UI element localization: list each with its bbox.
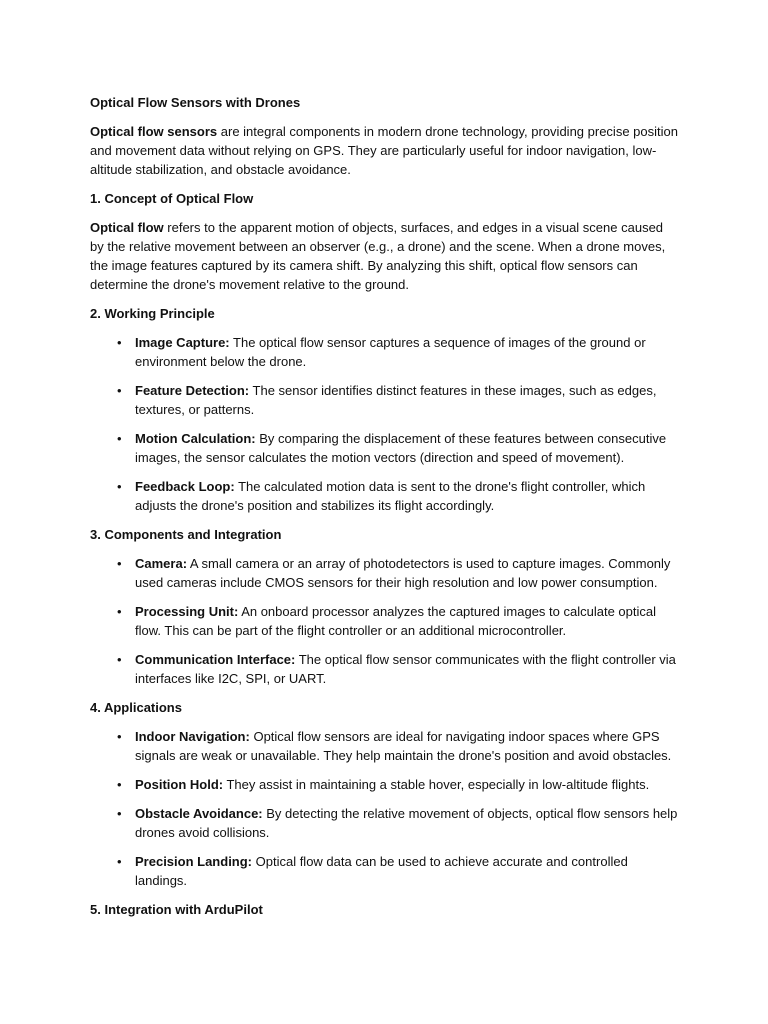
bullet-icon: •: [117, 431, 122, 446]
item-bold: Motion Calculation:: [135, 431, 256, 446]
section-paragraph: [90, 218, 678, 294]
section-heading: 4. Applications: [90, 700, 182, 715]
list-item: [90, 727, 678, 765]
item-text: The sensor identifies distinct features in these images, such as edges, textures, or patterns.: [135, 383, 657, 417]
item-bold: Communication Interface:: [135, 652, 296, 667]
bullet-icon: •: [117, 854, 122, 869]
bullet-list: [90, 333, 678, 515]
bullet-icon: •: [117, 806, 122, 821]
bullet-icon: •: [117, 729, 122, 744]
item-text: Optical flow data can be used to achieve accurate and controlled landings.: [135, 854, 628, 888]
item-bold: Precision Landing:: [135, 854, 253, 869]
list-item: [90, 650, 678, 688]
list-item: [90, 477, 678, 515]
item-text: By detecting the relative movement of objects, optical flow sensors help drones avoid collisions.: [135, 806, 678, 840]
list-item: [90, 429, 678, 467]
section-heading: 2. Working Principle: [90, 306, 215, 321]
bullet-list: [90, 554, 678, 688]
item-text: The calculated motion data is sent to the drone's flight controller, which adjusts the drone's position and stabilizes its flight accordingly.: [135, 479, 646, 513]
list-item: [90, 602, 678, 640]
list-item: [90, 381, 678, 419]
section-heading: 3. Components and Integration: [90, 527, 282, 542]
item-bold: Processing Unit:: [135, 604, 239, 619]
item-text: They assist in maintaining a stable hover, especially in low-altitude flights.: [223, 777, 650, 792]
paragraph-text: refers to the apparent motion of objects, surfaces, and edges in a visual scene caused by the relative movement between an observer (e.g., a drone) and the scene. When a drone moves, the image features captured by its camera shift. By analyzing this shift, optical flow sensors can determine the drone's movement relative to the ground.: [90, 220, 666, 292]
item-text: By comparing the displacement of these features between consecutive images, the sensor calculates the motion vectors (direction and speed of movement).: [135, 431, 667, 465]
item-bold: Indoor Navigation:: [135, 729, 250, 744]
item-text: The optical flow sensor communicates with the flight controller via interfaces like I2C, SPI, or UART.: [135, 652, 676, 686]
section-heading: 1. Concept of Optical Flow: [90, 191, 254, 206]
bullet-icon: •: [117, 479, 122, 494]
bullet-icon: •: [117, 335, 122, 350]
list-item: [90, 775, 678, 794]
item-bold: Feedback Loop:: [135, 479, 235, 494]
item-bold: Obstacle Avoidance:: [135, 806, 263, 821]
list-item: [90, 804, 678, 842]
item-bold: Position Hold:: [135, 777, 224, 792]
item-bold: Camera:: [135, 556, 188, 571]
intro-paragraph: [90, 122, 678, 179]
paragraph-bold: Optical flow: [90, 220, 164, 235]
item-bold: Image Capture:: [135, 335, 230, 350]
item-text: The optical flow sensor captures a sequence of images of the ground or environment below the drone.: [135, 335, 646, 369]
bullet-list: [90, 727, 678, 890]
list-item: [90, 554, 678, 592]
section-heading: 5. Integration with ArduPilot: [90, 902, 263, 917]
bullet-icon: •: [117, 777, 122, 792]
bullet-icon: •: [117, 383, 122, 398]
item-text: An onboard processor analyzes the captured images to calculate optical flow. This can be part of the flight controller or an additional microcontroller.: [135, 604, 656, 638]
document-title: Optical Flow Sensors with Drones: [90, 95, 301, 110]
item-text: Optical flow sensors are ideal for navigating indoor spaces where GPS signals are weak or unavailable. They help maintain the drone's position and avoid obstacles.: [135, 729, 672, 763]
intro-text: are integral components in modern drone technology, providing precise position and movement data without relying on GPS. They are particularly useful for indoor navigation, low-altitude stabilization, and obstacle avoidance.: [90, 124, 678, 177]
bullet-icon: •: [117, 556, 122, 571]
intro-bold: Optical flow sensors: [90, 124, 218, 139]
item-bold: Feature Detection:: [135, 383, 250, 398]
bullet-icon: •: [117, 652, 122, 667]
item-text: A small camera or an array of photodetectors is used to capture images. Commonly used cameras include CMOS sensors for their high resolution and low power consumption.: [135, 556, 671, 590]
list-item: [90, 852, 678, 890]
bullet-icon: •: [117, 604, 122, 619]
list-item: [90, 333, 678, 371]
